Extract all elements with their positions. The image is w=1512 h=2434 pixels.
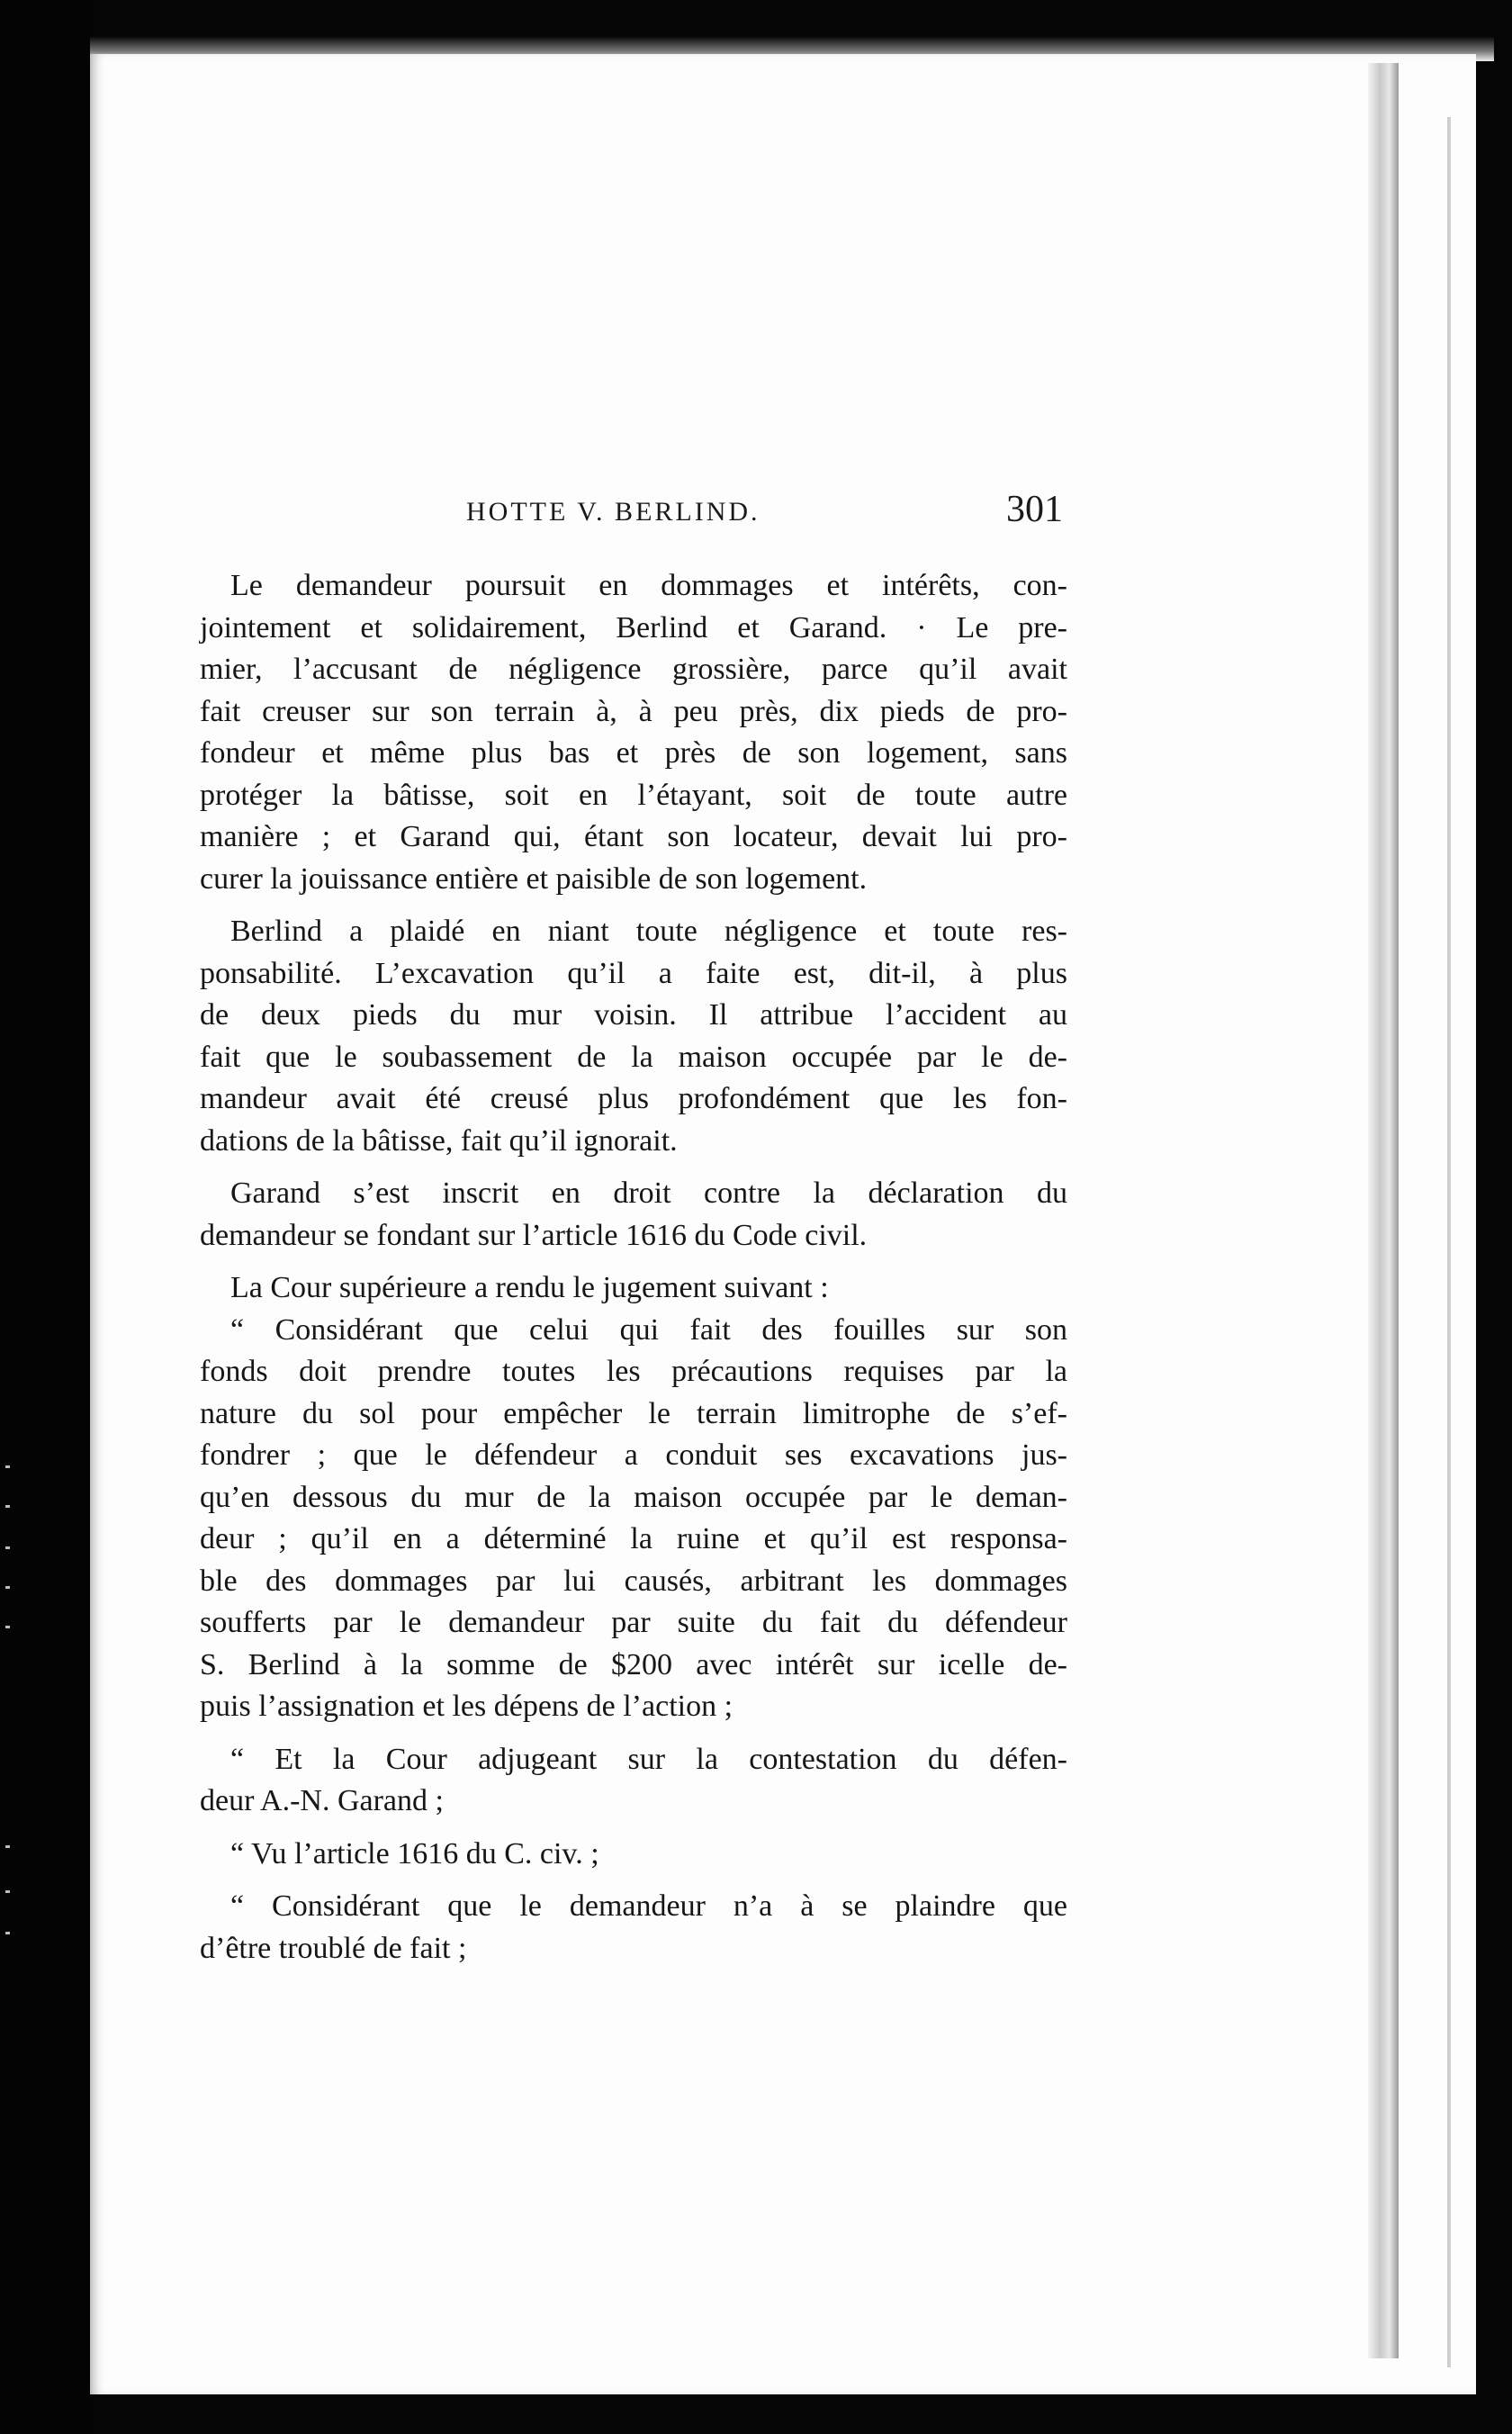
paragraph xyxy=(200,1310,1067,1728)
running-head xyxy=(90,484,1476,538)
text-line: puis l’assignation et les dépens de l’action ; xyxy=(200,1690,734,1723)
paragraph xyxy=(200,1834,1067,1876)
text-line: Garand s’est inscrit en droit contre la déclaration du xyxy=(230,1176,1067,1210)
text-line: fait creuser sur son terrain à, à peu près, dix pieds de pro- xyxy=(200,694,1067,728)
text-line: mier, l’accusant de négligence grossière, parce qu’il avait xyxy=(200,653,1067,686)
paragraph xyxy=(200,1173,1067,1257)
text-line: ble des dommages par lui causés, arbitrant les dommages xyxy=(200,1564,1067,1598)
text-line: fonds doit prendre toutes les précautions requises par la xyxy=(200,1355,1067,1388)
page-number: 301 xyxy=(1006,489,1063,530)
text-line: soufferts par le demandeur par suite du fait du défendeur xyxy=(200,1606,1067,1639)
text-line: protéger la bâtisse, soit en l’étayant, soit de toute autre xyxy=(200,778,1067,812)
margin-speck xyxy=(5,1845,10,1848)
text-line: dations de la bâtisse, fait qu’il ignorait. xyxy=(200,1123,678,1158)
margin-speck xyxy=(5,1932,10,1934)
margin-speck xyxy=(5,1586,10,1589)
text-line: manière ; et Garand qui, étant son locateur, devait lui pro- xyxy=(200,820,1067,853)
text-line: S. Berlind à la somme de $200 avec intérêt sur icelle de- xyxy=(200,1647,1067,1681)
book-page xyxy=(90,54,1476,2394)
text-line: deur ; qu’il en a déterminé la ruine et qu’il est responsa- xyxy=(200,1522,1067,1555)
margin-speck xyxy=(5,1546,10,1549)
text-line: deur A.-N. Garand ; xyxy=(200,1784,444,1817)
scan-left-margin xyxy=(0,0,90,2434)
paragraph xyxy=(200,565,1067,900)
text-line: “ Considérant que le demandeur n’a à se plaindre que xyxy=(230,1889,1067,1923)
margin-speck xyxy=(5,1465,10,1468)
text-line: qu’en dessous du mur de la maison occupée par le deman- xyxy=(200,1480,1067,1514)
body-text xyxy=(200,565,1067,1970)
paragraph xyxy=(200,1886,1067,1970)
running-head-title: HOTTE V. BERLIND. xyxy=(466,497,760,527)
margin-speck xyxy=(5,1505,10,1508)
text-line: demandeur se fondant sur l’article 1616 du Code civil. xyxy=(200,1218,868,1252)
text-line: Le demandeur poursuit en dommages et intérêts, con- xyxy=(230,569,1067,602)
page-gutter-line xyxy=(1447,117,1451,2367)
text-line: d’être troublé de fait ; xyxy=(200,1931,467,1965)
text-line: fait que le soubassement de la maison occupée par le de- xyxy=(200,1040,1067,1074)
text-line: de deux pieds du mur voisin. Il attribue l’accident au xyxy=(200,998,1067,1032)
paragraph xyxy=(200,911,1067,1162)
text-line: fondeur et même plus bas et près de son logement, sans xyxy=(200,736,1067,770)
margin-speck xyxy=(5,1890,10,1893)
text-line: “ Vu l’article 1616 du C. civ. ; xyxy=(230,1836,599,1871)
margin-speck xyxy=(5,1626,10,1628)
text-line: nature du sol pour empêcher le terrain limitrophe de s’ef- xyxy=(200,1396,1067,1430)
text-line: “ Et la Cour adjugeant sur la contestation du défen- xyxy=(230,1742,1067,1776)
text-line: jointement et solidairement, Berlind et Garand. · Le pre- xyxy=(200,610,1067,645)
text-line: “ Considérant que celui qui fait des fouilles sur son xyxy=(230,1312,1067,1347)
text-line: mandeur avait été creusé plus profondément que les fon- xyxy=(200,1082,1067,1115)
page-edge-shadow xyxy=(1368,63,1399,2358)
text-line: La Cour supérieure a rendu le jugement suivant : xyxy=(230,1271,829,1304)
paragraph xyxy=(200,1267,1067,1310)
paragraph xyxy=(200,1739,1067,1823)
text-line: ponsabilité. L’excavation qu’il a faite est, dit-il, à plus xyxy=(200,956,1067,990)
text-line: fondrer ; que le défendeur a conduit ses excavations jus- xyxy=(200,1438,1067,1472)
text-line: curer la jouissance entière et paisible de son logement. xyxy=(200,861,868,896)
text-line: Berlind a plaidé en niant toute négligence et toute res- xyxy=(230,915,1067,948)
